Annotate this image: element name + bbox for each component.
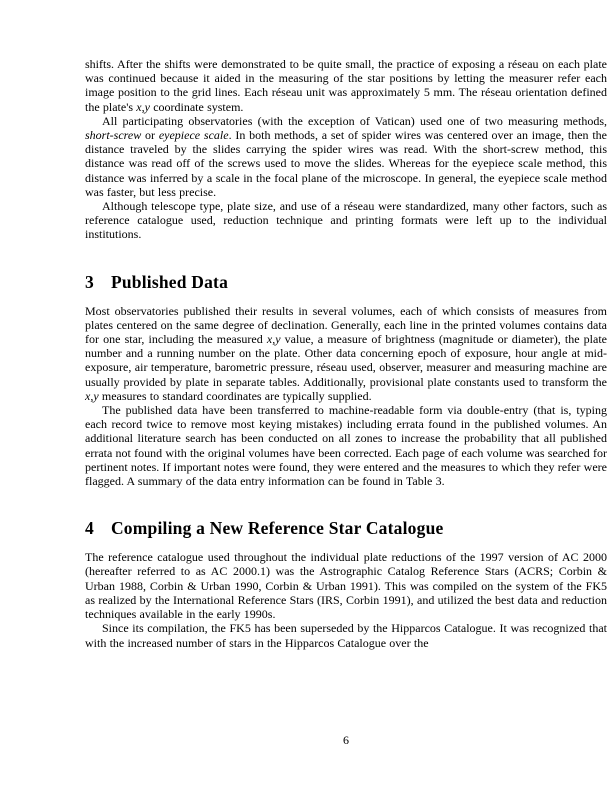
text-run: value, a measure of brightness (magnitude or diameter), the plate number and a running number on the plate. Other data concerning epoch of exposure, hour angle at mid-exposure, air temperature, barometric pressure, réseau used, observer, measurer and measuring machine are usually provided by plate in separate tables. Additionally, provisional plate constants used to transform the [85,332,607,389]
text-run: The published data have been transferred to machine-readable form via double-entry (that is, typing each record twice to remove most keying mistakes) including errata found in the published volumes. An additional literature search has been conducted on all zones to increase the probability that all published errata not found with the original volumes have been corrected. Each page of each volume was searched for pertinent notes. If important notes were found, they were entered and the measures to which they refer were flagged. A summary of the data entry information can be found in Table 3. [85,403,607,489]
page-number: 6 [343,733,349,747]
paragraph [85,114,607,199]
text-run: shifts. After the shifts were demonstrated to be quite small, the practice of exposing a réseau on each plate was continued because it aided in the measuring of the star positions by letting the measurer refer each image position to the grid lines. Each réseau unit was approximately 5 mm. The réseau orientation defined the plate's [85,57,607,114]
italic-text-run: x,y [266,332,281,347]
text-run: Since its compilation, the FK5 has been superseded by the Hipparcos Catalogue. It was recognized that with the increased number of stars in the Hipparcos Catalogue over the [85,621,607,650]
section-title: Compiling a New Reference Star Catalogue [110,518,444,539]
text-run: Although telescope type, plate size, and use of a réseau were standardized, many other factors, such as reference catalogue used, reduction technique and printing formats were left up to the individual institutions. [85,199,607,242]
text-run: coordinate system. [149,99,244,114]
italic-text-run: short-screw [85,128,142,143]
italic-text-run: x,y [85,388,99,403]
section-number: 4 [85,518,94,539]
section-title: Published Data [110,271,229,292]
italic-text-run: x,y [136,99,150,114]
text-run: measures to standard coordinates are typically supplied. [98,388,372,403]
section-number: 3 [85,271,94,292]
text-run: All participating observatories (with the exception of Vatican) used one of two measuring methods, [102,113,607,128]
section-heading [85,272,607,293]
paragraph [85,403,607,488]
page-body [85,57,607,650]
text-run: or [141,128,159,143]
section-heading [85,518,607,539]
text-run: The reference catalogue used throughout the individual plate reductions of the 1997 version of AC 2000 (hereafter referred to as AC 2000.1) was the Astrographic Catalog Reference Stars (ACRS; Corbin & Urban 1988, Corbin & Urban 1990, Corbin & Urban 1991). This was compiled on the system of the FK5 as realized by the International Reference Stars (IRS, Corbin 1991), and utilized the best data and reduction techniques available in the early 1990s. [85,550,607,622]
paragraph [85,621,607,649]
text-run: . In both methods, a set of spider wires was centered over an image, then the distance traveled by the slides carrying the spider wires was read. With the short-screw method, this distance was read off of the screws used to move the slides. Whereas for the eyepiece scale method, this distance was inferred by a scale in the focal plane of the microscope. In general, the eyepiece scale method was faster, but less precise. [85,128,608,199]
paragraph [85,304,607,403]
italic-text-run: eyepiece scale [158,128,229,143]
paragraph [85,199,607,242]
paragraph [85,57,607,114]
text-run: Most observatories published their results in several volumes, each of which consists of measures from plates centered on the same degree of declination. Generally, each line in the printed volumes contains data for one star, including the measured [85,303,607,347]
paragraph [85,550,607,621]
